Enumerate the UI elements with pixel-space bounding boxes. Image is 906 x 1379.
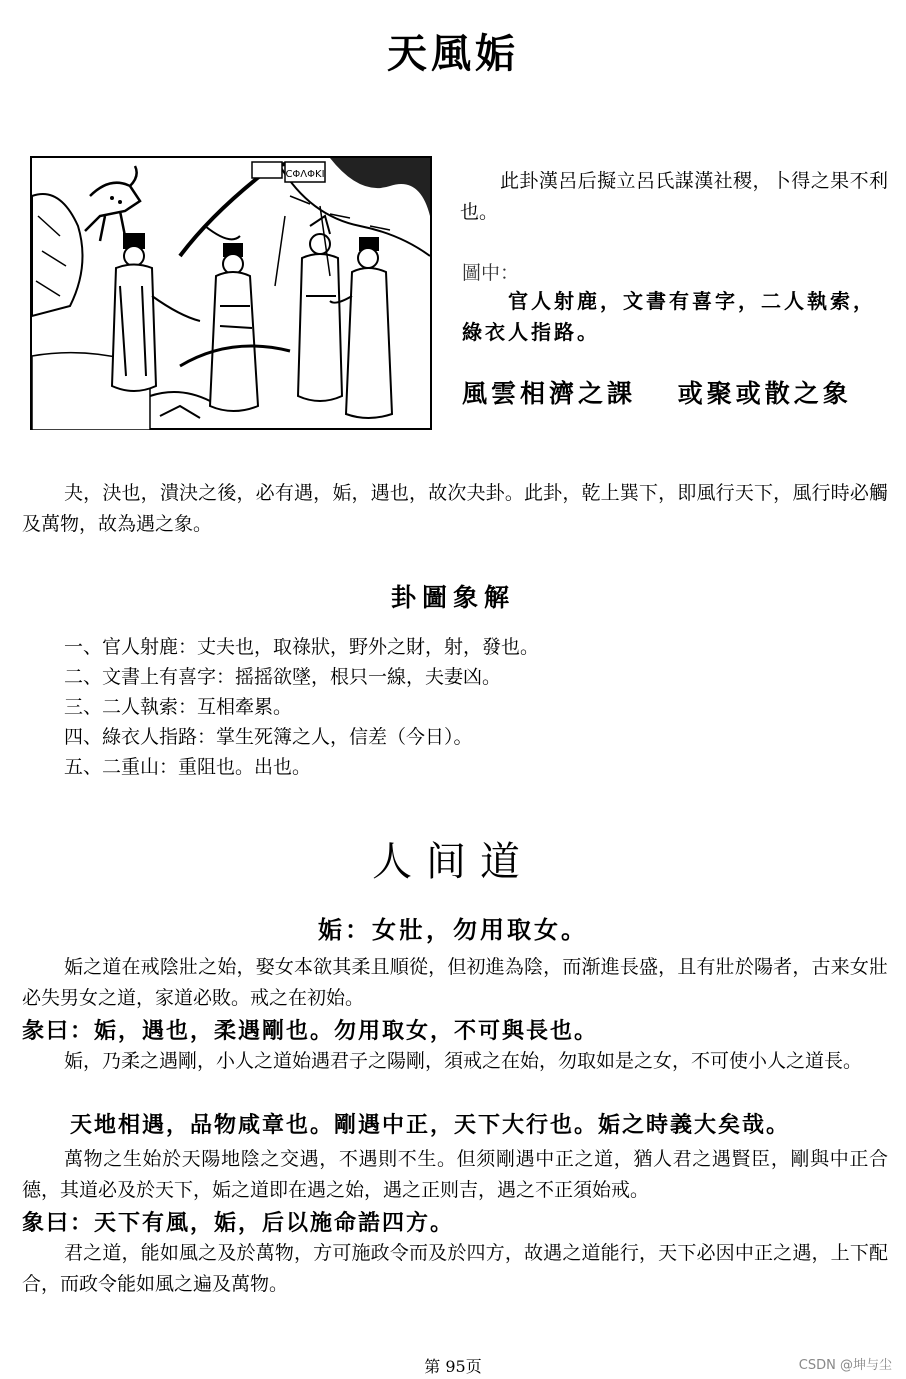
hexagram-saying: 風雲相濟之課 或聚或散之象 (462, 379, 852, 408)
list-item: 五、二重山：重阻也。出也。 (64, 756, 312, 778)
picture-label: 圖中： (462, 262, 520, 284)
list-item: 二、文書上有喜字：摇摇欲墜，根只一線，夫妻凶。 (64, 666, 502, 688)
text-heading: 天地相遇，品物咸章也。剛遇中正，天下大行也。姤之時義大矣哉。 (70, 1112, 791, 1138)
text-body: 君之道，能如風之及於萬物，方可施政令而及於四方，故遇之道能行，天下必因中正之遇，上下配合，而政令能如風之遍及萬物。 (22, 1242, 888, 1295)
text-heading: 姤：女壯，勿用取女。 (318, 915, 588, 944)
text-heading: 象曰：天下有風，姤，后以施命誥四方。 (22, 1210, 455, 1236)
text-body: 姤之道在戒陰壯之始，娶女本欲其柔且順從，但初進為陰，而渐進長盛，且有壯於陽者，古来女壯必失男女之道，家道必敗。戒之在初始。 (22, 956, 888, 1009)
text-heading: 彖曰：姤，遇也，柔遇剛也。勿用取女，不可與長也。 (22, 1018, 599, 1044)
illustration-woodcut (30, 156, 432, 430)
text-body: 萬物之生始於天陽地陰之交遇，不遇則不生。但须剛遇中正之道，猶人君之遇賢臣，剛與中正合德，其道必及於天下，姤之道即在遇之始，遇之正则吉，遇之不正須始戒。 (22, 1148, 888, 1201)
text-body: 姤，乃柔之遇剛，小人之道始遇君子之陽剛，須戒之在始，勿取如是之女，不可使小人之道長。 (64, 1050, 863, 1072)
list-item: 一、官人射鹿：丈夫也，取祿狀，野外之財，射，發也。 (64, 636, 540, 658)
watermark: CSDN @坤与尘 (798, 1358, 892, 1373)
section2-title: 人间道 (372, 839, 534, 885)
list-item: 三、二人執索：互相牽累。 (64, 696, 293, 718)
interpretation-list (64, 632, 894, 782)
page-title: 天風姤 (387, 30, 519, 77)
intro-text: 此卦漢呂后擬立呂氏謀漢社稷，卜得之果不利也。 (460, 170, 888, 223)
page-number: 第 95页 (424, 1357, 482, 1376)
banner-text: CΦΛΦΚΙ (285, 169, 325, 180)
picture-description: 官人射鹿，文書有喜字，二人執索，綠衣人指路。 (462, 289, 876, 344)
intro-paragraph: 夬，決也，潰決之後，必有遇，姤，遇也，故次夬卦。此卦，乾上巽下，即風行天下，風行時必觸及萬物，故為遇之象。 (22, 482, 888, 535)
section-title: 卦圖象解 (390, 583, 515, 612)
list-item: 四、綠衣人指路：掌生死簿之人，信差（今日）。 (64, 726, 473, 748)
